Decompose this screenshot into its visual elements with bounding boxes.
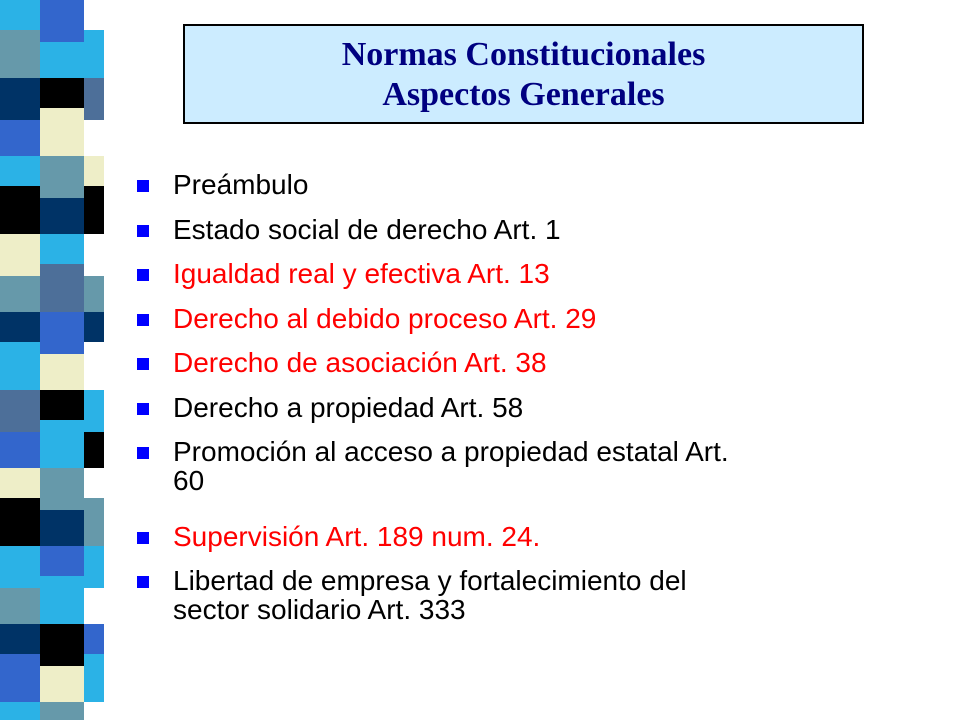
square-bullet-icon xyxy=(137,180,149,192)
stripe-segment xyxy=(84,234,104,276)
bullet-text: Igualdad real y efectiva Art. 13 xyxy=(173,258,550,289)
stripe-segment xyxy=(0,390,40,432)
bullet-text: Derecho al debido proceso Art. 29 xyxy=(173,303,597,334)
stripe-segment xyxy=(0,78,40,120)
bullet-text-continuation: 60 xyxy=(173,465,205,496)
square-bullet-icon xyxy=(137,532,149,544)
bullet-item xyxy=(173,215,933,244)
stripe-segment xyxy=(84,342,104,390)
stripe-segment xyxy=(40,624,84,666)
bullet-item xyxy=(173,522,933,551)
stripe-segment xyxy=(40,264,84,312)
bullet-item xyxy=(173,170,933,199)
stripe-segment xyxy=(0,312,40,342)
stripe-segment xyxy=(0,30,40,78)
stripe-segment xyxy=(40,468,84,510)
stripe-segment xyxy=(84,78,104,120)
stripe-segment xyxy=(84,120,104,156)
stripe-segment xyxy=(40,0,84,42)
stripe-segment xyxy=(0,468,40,498)
square-bullet-icon xyxy=(137,358,149,370)
stripe-segment xyxy=(0,654,40,702)
stripe-segment xyxy=(0,588,40,624)
square-bullet-icon xyxy=(137,447,149,459)
square-bullet-icon xyxy=(137,314,149,326)
bullet-text: Promoción al acceso a propiedad estatal Art. xyxy=(173,436,729,467)
stripe-segment xyxy=(40,234,84,264)
bullet-text-continuation: sector solidario Art. 333 xyxy=(173,594,466,625)
stripe-segment xyxy=(40,666,84,702)
stripe-segment xyxy=(40,78,84,108)
stripe-segment xyxy=(40,312,84,354)
title-box xyxy=(183,24,864,124)
stripe-segment xyxy=(40,156,84,198)
bullet-item xyxy=(173,393,933,422)
stripe-segment xyxy=(84,432,104,468)
stripe-segment xyxy=(84,546,104,588)
stripe-segment xyxy=(40,42,84,78)
stripe-segment xyxy=(40,510,84,546)
stripe-segment xyxy=(0,624,40,654)
square-bullet-icon xyxy=(137,403,149,415)
stripe-segment xyxy=(84,312,104,342)
stripe-segment xyxy=(0,498,40,546)
stripe-segment xyxy=(0,546,40,588)
decorative-stripe xyxy=(0,0,110,720)
bullet-text: Preámbulo xyxy=(173,169,309,200)
bullet-item xyxy=(173,348,933,377)
bullet-item xyxy=(173,304,933,333)
bullet-item xyxy=(173,437,933,495)
bullet-text: Supervisión Art. 189 num. 24. xyxy=(173,521,541,552)
stripe-segment xyxy=(84,30,104,78)
stripe-segment xyxy=(0,276,40,312)
bullet-text: Derecho a propiedad Art. 58 xyxy=(173,392,524,423)
stripe-segment xyxy=(84,588,104,624)
stripe-segment xyxy=(84,186,104,234)
stripe-segment xyxy=(40,546,84,576)
stripe-segment xyxy=(0,432,40,468)
bullet-text: Libertad de empresa y fortalecimiento del xyxy=(173,565,687,596)
bullet-text: Estado social de derecho Art. 1 xyxy=(173,214,561,245)
stripe-segment xyxy=(84,468,104,498)
stripe-segment xyxy=(0,702,40,720)
title-line-1: Normas Constitucionales xyxy=(341,36,706,73)
square-bullet-icon xyxy=(137,576,149,588)
bullet-text: Derecho de asociación Art. 38 xyxy=(173,347,547,378)
stripe-segment xyxy=(0,234,40,276)
stripe-segment xyxy=(84,624,104,654)
stripe-segment xyxy=(84,0,104,30)
stripe-segment xyxy=(40,354,84,390)
stripe-segment xyxy=(0,186,40,234)
stripe-segment xyxy=(0,120,40,156)
bullet-item xyxy=(173,259,933,288)
stripe-segment xyxy=(0,156,40,186)
square-bullet-icon xyxy=(137,225,149,237)
stripe-segment xyxy=(84,498,104,546)
stripe-segment xyxy=(40,390,84,420)
stripe-segment xyxy=(84,390,104,432)
stripe-segment xyxy=(0,0,40,30)
stripe-segment xyxy=(0,342,40,390)
stripe-segment xyxy=(84,156,104,186)
stripe-segment xyxy=(40,702,84,720)
stripe-segment xyxy=(84,702,104,720)
stripe-segment xyxy=(84,276,104,312)
square-bullet-icon xyxy=(137,269,149,281)
stripe-segment xyxy=(40,420,84,468)
stripe-segment xyxy=(40,198,84,234)
stripe-segment xyxy=(40,576,84,624)
bullet-item xyxy=(173,566,933,624)
stripe-segment xyxy=(40,108,84,156)
title-line-2: Aspectos Generales xyxy=(382,76,665,113)
stripe-segment xyxy=(84,654,104,702)
